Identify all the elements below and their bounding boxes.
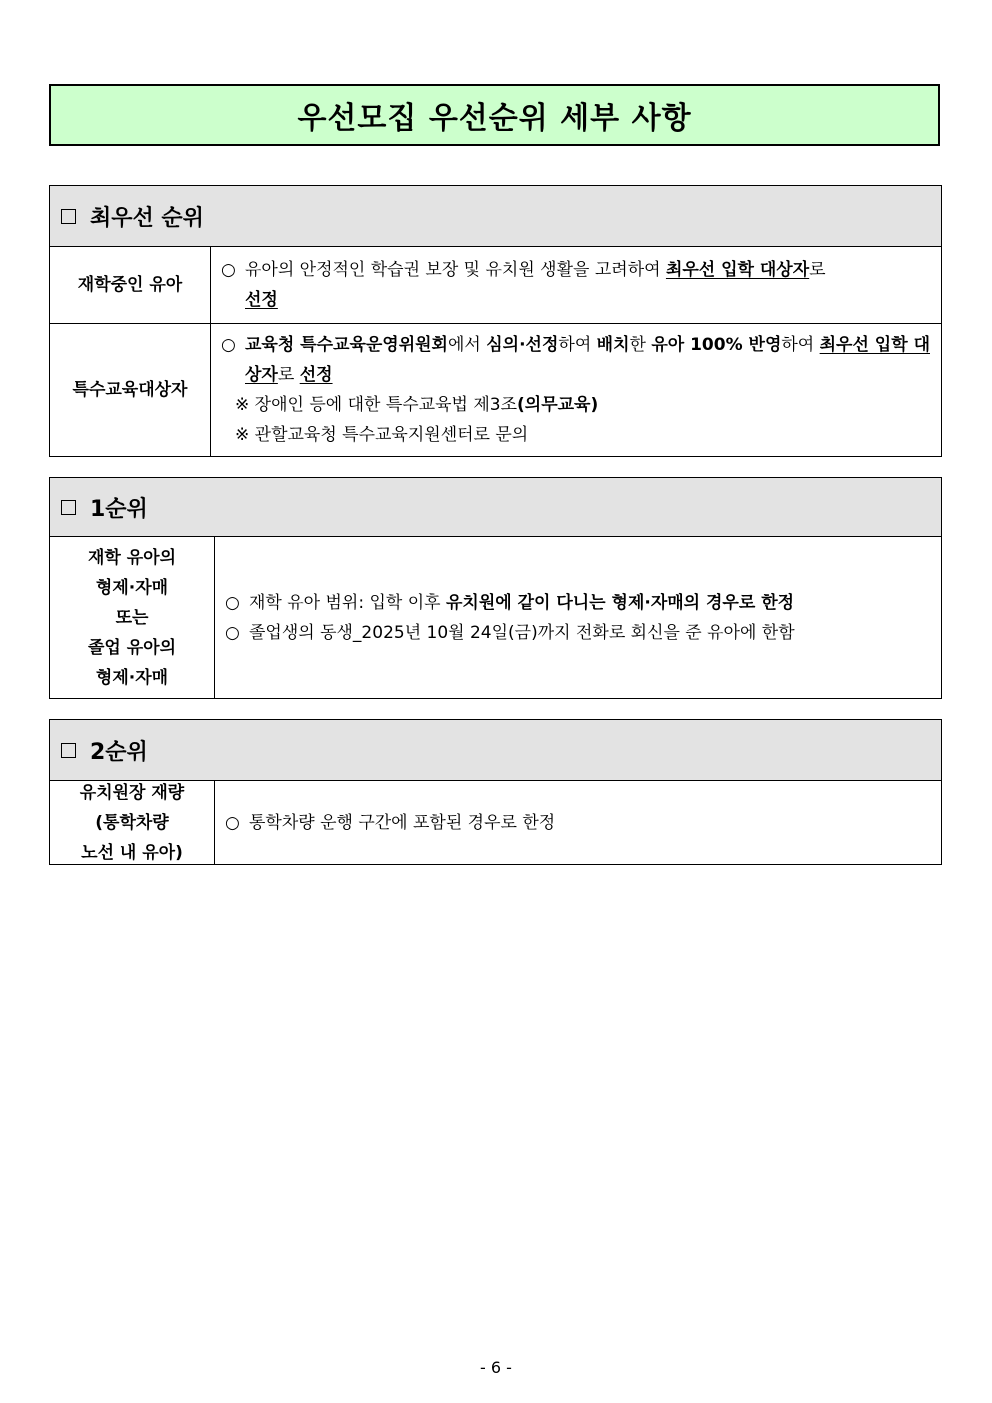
row-label-line: 노선 내 유아) (81, 842, 183, 863)
row-label-line: 또는 (115, 607, 149, 628)
section-header (50, 186, 941, 247)
text-segment: 로 (277, 365, 300, 385)
list-item-text (249, 588, 933, 618)
bold-text: 교육청 특수교육운영위원회 (245, 335, 448, 355)
text-segment: 로 (809, 260, 826, 280)
text-segment: 재학 유아 범위: 입학 이후 (249, 592, 446, 613)
table-row (50, 323, 941, 456)
row-label-line: 형제·자매 (95, 577, 169, 598)
circle-bullet-icon: ○ (221, 335, 236, 355)
page-title: 우선모집 우선순위 세부 사항 (49, 84, 940, 146)
row-content (215, 781, 941, 864)
text-segment: 한 (629, 335, 652, 355)
circle-bullet-icon: ○ (225, 622, 240, 643)
table-row (50, 247, 941, 323)
row-content (211, 324, 941, 456)
row-label (50, 247, 211, 323)
table-row (50, 781, 941, 864)
checkbox-square-icon (61, 743, 76, 758)
text-segment: 하여 (558, 335, 597, 355)
section-top-priority (49, 185, 942, 457)
list-item (225, 618, 933, 648)
section-heading: 2순위 (90, 739, 148, 765)
section-priority-1 (49, 477, 942, 699)
row-content (215, 537, 941, 698)
row-label-line: (통학차량 (95, 812, 169, 833)
row-label-line: 유치원장 재량 (79, 782, 185, 803)
checkbox-square-icon (61, 209, 76, 224)
list-item (225, 808, 933, 838)
list-item-text (245, 330, 933, 390)
circle-bullet-icon: ○ (221, 260, 236, 280)
bold-text: 유아 100% 반영 (651, 335, 782, 355)
note-item (221, 390, 933, 420)
section-heading: 최우선 순위 (90, 205, 204, 231)
section-header (50, 720, 941, 781)
row-label-line: 형제·자매 (95, 667, 169, 688)
row-label-line: 재학 유아의 (87, 547, 177, 568)
emphasis-text: 선정 (245, 290, 278, 310)
row-label (50, 537, 215, 698)
text-segment: 에서 (447, 335, 487, 355)
list-item-text (245, 255, 933, 315)
section-heading: 1순위 (90, 496, 148, 522)
emphasis-text: 선정 (299, 365, 333, 385)
section-header (50, 478, 941, 537)
checkbox-square-icon (61, 500, 76, 515)
note-text: ※ 장애인 등에 대한 특수교육법 제3조 (235, 395, 517, 415)
list-item (221, 330, 933, 390)
note-item (221, 420, 933, 450)
emphasis-text: 최우선 입학 대상자 (665, 260, 810, 280)
bold-text: (의무교육) (517, 395, 599, 415)
row-label-text: 특수교육대상자 (72, 380, 188, 400)
row-label (50, 781, 215, 864)
list-item (225, 588, 933, 618)
circle-bullet-icon: ○ (225, 812, 240, 833)
bold-text: 배치 (596, 335, 630, 355)
list-item-text: 졸업생의 동생_2025년 10월 24일(금)까지 전화로 회신을 준 유아에 한함 (249, 622, 795, 643)
row-label-line: 졸업 유아의 (87, 637, 177, 658)
table-row (50, 537, 941, 698)
emphasis-text: 최우선 입학 대상자 (245, 335, 930, 385)
list-item-text: 통학차량 운행 구간에 포함된 경우로 한정 (249, 812, 556, 833)
page-number: - 6 - (480, 1358, 512, 1377)
row-label-text: 재학중인 유아 (77, 275, 183, 295)
row-label (50, 324, 211, 456)
bold-text: 심의·선정 (486, 335, 559, 355)
text-segment: 유아의 안정적인 학습권 보장 및 유치원 생활을 고려하여 (245, 260, 666, 280)
bold-text: 유치원에 같이 다니는 형제·자매의 경우로 한정 (445, 592, 795, 613)
circle-bullet-icon: ○ (225, 592, 240, 613)
note-text: ※ 관할교육청 특수교육지원센터로 문의 (235, 425, 529, 445)
list-item (221, 255, 933, 315)
section-priority-2 (49, 719, 942, 865)
text-segment: 하여 (781, 335, 820, 355)
row-content (211, 247, 941, 323)
